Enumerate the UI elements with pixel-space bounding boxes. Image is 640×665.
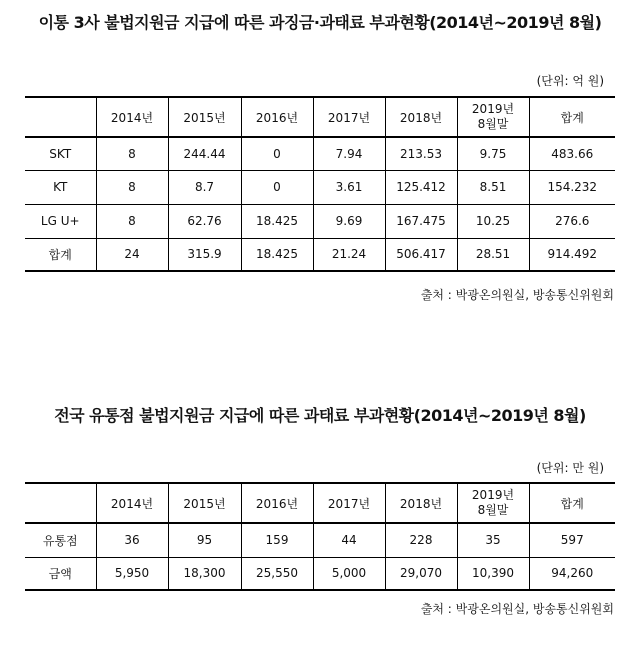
cell: 44 xyxy=(313,523,385,557)
row-label: 합계 xyxy=(25,238,96,271)
row-label: KT xyxy=(25,170,96,204)
table-row xyxy=(25,170,615,204)
cell: 18.425 xyxy=(241,238,313,271)
cell: 213.53 xyxy=(385,137,457,170)
cell: 25,550 xyxy=(241,557,313,590)
cell: 29,070 xyxy=(385,557,457,590)
table-row xyxy=(25,238,615,271)
cell: 28.51 xyxy=(457,238,529,271)
cell: 5,950 xyxy=(96,557,168,590)
table1 xyxy=(25,96,615,272)
table2-header-2016: 2016년 xyxy=(241,483,313,523)
cell: 228 xyxy=(385,523,457,557)
table1-header-2015: 2015년 xyxy=(168,97,241,137)
table2-header-2018: 2018년 xyxy=(385,483,457,523)
table1-header-2017: 2017년 xyxy=(313,97,385,137)
cell: 0 xyxy=(241,137,313,170)
cell: 315.9 xyxy=(168,238,241,271)
cell: 62.76 xyxy=(168,204,241,238)
cell: 154.232 xyxy=(529,170,615,204)
table2-header-2017: 2017년 xyxy=(313,483,385,523)
table2-corner xyxy=(25,483,96,523)
cell: 18.425 xyxy=(241,204,313,238)
cell: 9.69 xyxy=(313,204,385,238)
table1-source: 출처 : 박광온의원실, 방송통신위원회 xyxy=(420,288,614,302)
table1-header-total: 합계 xyxy=(529,97,615,137)
cell: 276.6 xyxy=(529,204,615,238)
cell: 597 xyxy=(529,523,615,557)
cell: 8 xyxy=(96,170,168,204)
cell: 8.51 xyxy=(457,170,529,204)
cell: 36 xyxy=(96,523,168,557)
table1-header-2018: 2018년 xyxy=(385,97,457,137)
table1-unit: (단위: 억 원) xyxy=(536,74,604,88)
cell: 5,000 xyxy=(313,557,385,590)
table2-source: 출처 : 박광온의원실, 방송통신위원회 xyxy=(420,602,614,616)
table-row xyxy=(25,137,615,170)
row-label: LG U+ xyxy=(25,204,96,238)
cell: 10,390 xyxy=(457,557,529,590)
cell: 0 xyxy=(241,170,313,204)
table-row xyxy=(25,557,615,590)
cell: 159 xyxy=(241,523,313,557)
cell: 7.94 xyxy=(313,137,385,170)
table1-header-2016: 2016년 xyxy=(241,97,313,137)
cell: 94,260 xyxy=(529,557,615,590)
table-row xyxy=(25,523,615,557)
cell: 8.7 xyxy=(168,170,241,204)
table2-header-2019: 2019년 8월말 xyxy=(457,483,529,523)
cell: 125.412 xyxy=(385,170,457,204)
cell: 506.417 xyxy=(385,238,457,271)
cell: 483.66 xyxy=(529,137,615,170)
cell: 914.492 xyxy=(529,238,615,271)
table2-header-row xyxy=(25,483,615,523)
table1-header-2014: 2014년 xyxy=(96,97,168,137)
table2-header-2015: 2015년 xyxy=(168,483,241,523)
table2 xyxy=(25,482,615,591)
cell: 9.75 xyxy=(457,137,529,170)
row-label: 유통점 xyxy=(25,523,96,557)
table1-corner xyxy=(25,97,96,137)
table1-header-2019: 2019년 8월말 xyxy=(457,97,529,137)
cell: 24 xyxy=(96,238,168,271)
cell: 8 xyxy=(96,137,168,170)
cell: 167.475 xyxy=(385,204,457,238)
row-label: 금액 xyxy=(25,557,96,590)
table2-header-total: 합계 xyxy=(529,483,615,523)
cell: 18,300 xyxy=(168,557,241,590)
cell: 8 xyxy=(96,204,168,238)
table2-header-2014: 2014년 xyxy=(96,483,168,523)
cell: 244.44 xyxy=(168,137,241,170)
table1-title: 이통 3사 불법지원금 지급에 따른 과징금·과태료 부과현황(2014년~2019년 8월) xyxy=(38,13,602,32)
table-row xyxy=(25,204,615,238)
cell: 95 xyxy=(168,523,241,557)
cell: 35 xyxy=(457,523,529,557)
cell: 3.61 xyxy=(313,170,385,204)
cell: 21.24 xyxy=(313,238,385,271)
cell: 10.25 xyxy=(457,204,529,238)
table1-header-row xyxy=(25,97,615,137)
table2-unit: (단위: 만 원) xyxy=(536,461,604,475)
row-label: SKT xyxy=(25,137,96,170)
table2-title: 전국 유통점 불법지원금 지급에 따른 과태료 부과현황(2014년~2019년 8월) xyxy=(54,406,586,425)
